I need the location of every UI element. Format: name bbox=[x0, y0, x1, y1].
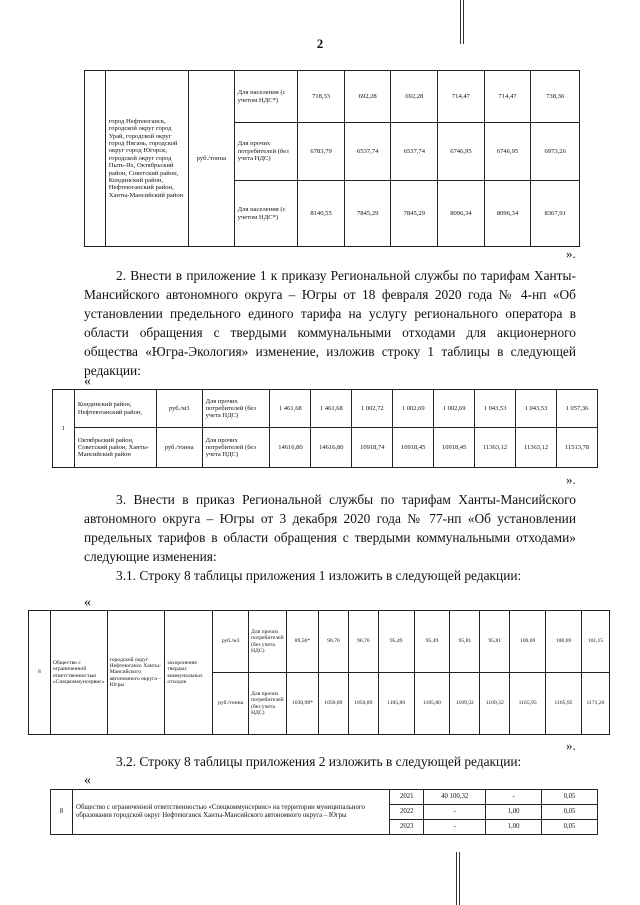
tariff-value: 100,69 bbox=[546, 611, 582, 673]
tariff-value: 1 461,68 bbox=[311, 390, 352, 428]
tariff-value: 1 002,72 bbox=[352, 390, 393, 428]
tariff-value: 1109,32 bbox=[450, 673, 480, 735]
consumer-label: Для населения (с учетом НДС*) bbox=[234, 181, 298, 247]
tariff-value: 95,81 bbox=[480, 611, 510, 673]
tariff-value: 10918,74 bbox=[352, 428, 393, 468]
unit-cell: руб./тонна bbox=[189, 71, 235, 247]
opening-quote-3: « bbox=[84, 595, 91, 610]
value-cell: 0,05 bbox=[542, 805, 598, 820]
tariff-value: 1 461,68 bbox=[270, 390, 311, 428]
tariff-value: 714,47 bbox=[438, 71, 485, 123]
unit-cell: руб./тонна bbox=[213, 673, 249, 735]
tariff-value: 11363,12 bbox=[475, 428, 516, 468]
tariff-value: 8096,34 bbox=[484, 181, 531, 247]
tariff-value: 1030,98* bbox=[287, 673, 319, 735]
tariff-value: 8140,55 bbox=[298, 181, 345, 247]
tariff-value: 90,76 bbox=[348, 611, 378, 673]
year-cell: 2023 bbox=[390, 820, 424, 835]
description-cell: Общество с ограниченной ответственностью «Спецкоммунсервис» на территории муниципального образования городской округ Нефтеюганск Ханты-Мансийского автономного округа – Югры bbox=[72, 790, 389, 835]
tariff-value: 1 043,53 bbox=[516, 390, 557, 428]
year-cell: 2022 bbox=[390, 805, 424, 820]
unit-cell: руб./м3 bbox=[213, 611, 249, 673]
tariff-table-3 bbox=[28, 610, 610, 735]
region-cell: Кондинский район, Нефтеюганский район, bbox=[74, 390, 156, 428]
tariff-value: 714,47 bbox=[484, 71, 531, 123]
value-cell: - bbox=[424, 820, 486, 835]
region-cell: город Нефтеюганск, городской округ город Урай, городской округ город Нягань, городской округ город Югорск, городской округ город Пыть-Ях, Октябрьский район, Советский район, Кондинский район, Нефтеюганский район, Ханты-Мансийский район bbox=[105, 71, 188, 247]
tariff-value: 95,49 bbox=[378, 611, 414, 673]
tariff-value: 738,36 bbox=[531, 71, 580, 123]
tariff-value: 10918,45 bbox=[393, 428, 434, 468]
consumer-label: Для прочих потребителей (без учета НДС) bbox=[234, 123, 298, 181]
tariff-value: 6746,95 bbox=[438, 123, 485, 181]
tariff-value: 95,49 bbox=[414, 611, 450, 673]
organization-cell: Общество с ограниченной ответственностью «Спецкоммунсервис» bbox=[50, 611, 107, 735]
table-row bbox=[29, 611, 610, 673]
row-number: 1 bbox=[53, 390, 75, 468]
value-cell: 1,00 bbox=[486, 820, 542, 835]
tariff-value: 95,81 bbox=[450, 611, 480, 673]
tariff-value: 6537,74 bbox=[391, 123, 438, 181]
closing-quote-3: ». bbox=[566, 738, 576, 753]
page-number: 2 bbox=[316, 36, 324, 51]
tariff-value: 1105,80 bbox=[414, 673, 450, 735]
tariff-value: 8096,34 bbox=[438, 181, 485, 247]
tariff-value: 6746,95 bbox=[484, 123, 531, 181]
tariff-value: 7845,29 bbox=[391, 181, 438, 247]
row-number: 8 bbox=[51, 790, 73, 835]
tariff-value: 692,28 bbox=[344, 71, 391, 123]
consumer-label: Для прочих потребителей (без учета НДС) bbox=[202, 428, 270, 468]
tariff-value: 14616,80 bbox=[270, 428, 311, 468]
tariff-value: 89,50* bbox=[287, 611, 319, 673]
tariff-value: 11513,78 bbox=[557, 428, 598, 468]
row-number: 8 bbox=[29, 611, 51, 735]
value-cell: 0,05 bbox=[542, 820, 598, 835]
table-row bbox=[53, 390, 598, 428]
tariff-value: 10918,45 bbox=[434, 428, 475, 468]
value-cell: 1,00 bbox=[486, 805, 542, 820]
tariff-value: 1050,89 bbox=[348, 673, 378, 735]
tariff-value: 1109,32 bbox=[480, 673, 510, 735]
tariff-value: 1 002,69 bbox=[393, 390, 434, 428]
tariff-value: 692,28 bbox=[391, 71, 438, 123]
tariff-value: 1 057,36 bbox=[557, 390, 598, 428]
consumer-label: Для прочих потребителей (без учета НДС) bbox=[249, 673, 287, 735]
closing-quote-1: ». bbox=[566, 246, 576, 261]
tariff-value: 11363,12 bbox=[516, 428, 557, 468]
activity-cell: захоронение твердых коммунальных отходов bbox=[165, 611, 213, 735]
table-row bbox=[53, 428, 598, 468]
empty-cell bbox=[85, 71, 106, 247]
tariff-table-2 bbox=[52, 389, 598, 468]
value-cell: - bbox=[486, 790, 542, 805]
tariff-value: 100,69 bbox=[510, 611, 546, 673]
scan-line-bottom bbox=[456, 852, 457, 905]
unit-cell: руб./тонна bbox=[156, 428, 202, 468]
consumer-label: Для прочих потребителей (без учета НДС) bbox=[249, 611, 287, 673]
region-cell: Октябрьский район, Советский район, Ханты-Мансийский район bbox=[74, 428, 156, 468]
consumer-label: Для населения (с учетом НДС*) bbox=[234, 71, 298, 123]
table-row bbox=[85, 71, 580, 123]
year-cell: 2021 bbox=[390, 790, 424, 805]
tariff-value: 718,33 bbox=[298, 71, 345, 123]
tariff-value: 1 002,69 bbox=[434, 390, 475, 428]
tariff-table-4 bbox=[50, 789, 598, 835]
tariff-value: 90,76 bbox=[318, 611, 348, 673]
opening-quote-4: « bbox=[84, 773, 91, 788]
paragraph-3-1: 3.1. Строку 8 таблицы приложения 1 изложить в следующей редакции: bbox=[116, 568, 522, 583]
tariff-value: 1165,95 bbox=[546, 673, 582, 735]
table-row bbox=[51, 790, 598, 805]
tariff-value: 1165,95 bbox=[510, 673, 546, 735]
tariff-value: 8367,91 bbox=[531, 181, 580, 247]
tariff-value: 101,15 bbox=[581, 611, 609, 673]
tariff-value: 6973,26 bbox=[531, 123, 580, 181]
value-cell: 40 100,32 bbox=[424, 790, 486, 805]
tariff-table-1 bbox=[84, 70, 580, 247]
territory-cell: городской округ Нефтеюганск Ханты-Мансийского автономного округа – Югры bbox=[107, 611, 165, 735]
tariff-value: 7845,29 bbox=[344, 181, 391, 247]
tariff-value: 14616,80 bbox=[311, 428, 352, 468]
tariff-value: 1 043,53 bbox=[475, 390, 516, 428]
scan-line-bottom-2 bbox=[459, 852, 460, 905]
tariff-value: 6783,79 bbox=[298, 123, 345, 181]
opening-quote-2: « bbox=[84, 374, 91, 389]
value-cell: 0,05 bbox=[542, 790, 598, 805]
consumer-label: Для прочих потребителей (без учета НДС) bbox=[202, 390, 270, 428]
scan-line-top-2 bbox=[463, 0, 464, 44]
unit-cell: руб./м3 bbox=[156, 390, 202, 428]
value-cell: - bbox=[424, 805, 486, 820]
tariff-value: 1105,80 bbox=[378, 673, 414, 735]
paragraph-3-2: 3.2. Строку 8 таблицы приложения 2 изложить в следующей редакции: bbox=[116, 754, 522, 769]
tariff-value: 6537,74 bbox=[344, 123, 391, 181]
scan-line-top bbox=[460, 0, 461, 44]
closing-quote-2: ». bbox=[566, 472, 576, 487]
paragraph-3: 3. Внести в приказ Региональной службы по тарифам Ханты-Мансийского автономного округа – Югры от 3 декабря 2020 года № 77-нп «Об установлении предельных тарифов в области обращения с твердыми коммунальными отходами» следующие изменения: bbox=[84, 492, 576, 564]
tariff-value: 1050,89 bbox=[318, 673, 348, 735]
tariff-value: 1171,26 bbox=[581, 673, 609, 735]
paragraph-2: 2. Внести в приложение 1 к приказу Региональной службы по тарифам Ханты-Мансийского автономного округа – Югры от 18 февраля 2020 года № 4-нп «Об установлении предельного единого тарифа на услугу регионального оператора в области обращения с твердыми коммунальными отходами для акционерного общества «Югра-Экология» изменение, изложив строку 1 таблицы в следующей редакции: bbox=[84, 268, 576, 378]
